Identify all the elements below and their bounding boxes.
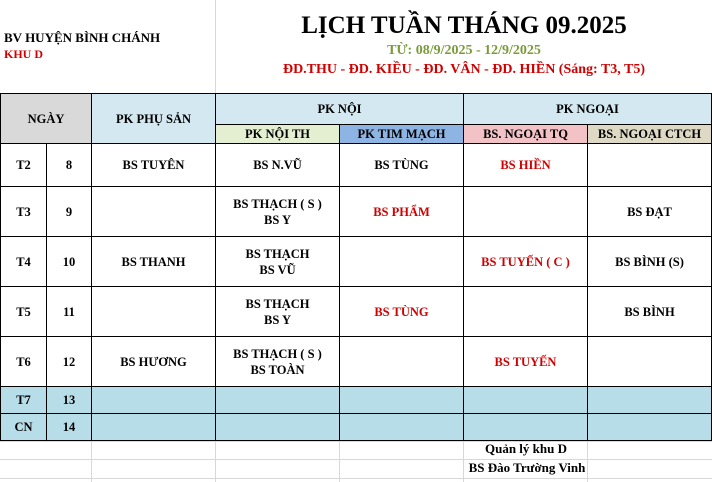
table-row (1, 387, 712, 414)
date-cell: 11 (47, 287, 92, 337)
header-day: NGÀY (1, 94, 92, 144)
day-cell: T5 (1, 287, 47, 337)
table-row (1, 287, 712, 337)
day-cell: T3 (1, 187, 47, 237)
area-label: KHU D (4, 47, 43, 61)
header-ngoai-tq: BS. NGOẠI TQ (464, 125, 588, 144)
phu-san-cell (92, 287, 216, 337)
date-cell: 10 (47, 237, 92, 287)
empty-cell (588, 387, 712, 414)
tim-mach-cell: BS TÙNG (340, 287, 464, 337)
table-row (1, 144, 712, 187)
table-row (1, 237, 712, 287)
noi-th-cell (216, 287, 340, 337)
empty-cell (340, 414, 464, 441)
table-row (1, 187, 712, 237)
date-cell: 14 (47, 414, 92, 441)
gridline (0, 441, 712, 442)
empty-cell (464, 414, 588, 441)
ngoai-tq-cell: BS TUYẾN ( C ) (464, 237, 588, 287)
doctor-name: BS Y (264, 312, 291, 327)
doctor-name: BS Y (264, 212, 291, 227)
gridline (0, 478, 712, 479)
empty-cell (92, 387, 216, 414)
doctor-name: BS N.VŨ (253, 158, 302, 172)
noi-th-cell (216, 144, 340, 187)
gridline (339, 441, 340, 482)
doctor-name: BS THẠCH (245, 296, 310, 311)
empty-cell (92, 414, 216, 441)
day-cell: T7 (1, 387, 47, 414)
phu-san-cell: BS THANH (92, 237, 216, 287)
day-cell: T4 (1, 237, 47, 287)
header-phu-san: PK PHỤ SẢN (92, 94, 216, 144)
empty-cell (340, 387, 464, 414)
ngoai-ctch-cell: BS BÌNH (S) (588, 237, 712, 287)
date-cell: 8 (47, 144, 92, 187)
page-title: LỊCH TUẦN THÁNG 09.2025 (301, 12, 627, 39)
ngoai-tq-cell: BS TUYẾN (464, 337, 588, 387)
phu-san-cell: BS TUYÊN (92, 144, 216, 187)
nurse-list: ĐD.THU - ĐD. KIỀU - ĐD. VÂN - ĐD. HIỀN (Sáng: T3, T5) (282, 62, 646, 77)
ngoai-ctch-cell: BS BÌNH (588, 287, 712, 337)
date-cell: 13 (47, 387, 92, 414)
gridline (215, 441, 216, 482)
tim-mach-cell: BS PHẨM (340, 187, 464, 237)
date-cell: 12 (47, 337, 92, 387)
ngoai-tq-cell: BS HIỀN (464, 144, 588, 187)
phu-san-cell: BS HƯƠNG (92, 337, 216, 387)
signature-name: BS Đào Trường Vinh (468, 460, 586, 475)
day-cell: CN (1, 414, 47, 441)
empty-cell (588, 414, 712, 441)
table-row (1, 337, 712, 387)
empty-cell (216, 387, 340, 414)
header-tim-mach: PK TIM MẠCH (340, 125, 464, 144)
date-cell: 9 (47, 187, 92, 237)
ngoai-ctch-cell (588, 337, 712, 387)
noi-th-cell (216, 187, 340, 237)
empty-cell (216, 414, 340, 441)
table-row (1, 414, 712, 441)
doctor-name: BS THẠCH (245, 246, 310, 261)
tim-mach-cell: BS TÙNG (340, 144, 464, 187)
ngoai-ctch-cell (588, 144, 712, 187)
ngoai-ctch-cell: BS ĐẠT (588, 187, 712, 237)
noi-th-cell (216, 237, 340, 287)
header-pk-ngoai: PK NGOẠI (464, 94, 712, 125)
day-cell: T2 (1, 144, 47, 187)
header-ngoai-ctch: BS. NGOẠI CTCH (588, 125, 712, 144)
hospital-name: BV HUYỆN BÌNH CHÁNH (4, 30, 161, 45)
tim-mach-cell (340, 337, 464, 387)
tim-mach-cell (340, 237, 464, 287)
gridline (91, 441, 92, 482)
doctor-name: BS VŨ (259, 262, 296, 277)
header-noi-th: PK NỘI TH (216, 125, 340, 144)
phu-san-cell (92, 187, 216, 237)
signature-role: Quản lý khu D (484, 441, 567, 456)
day-cell: T6 (1, 337, 47, 387)
schedule-table (0, 93, 712, 441)
doctor-name: BS THẠCH ( S ) (233, 346, 322, 361)
ngoai-tq-cell (464, 287, 588, 337)
doctor-name: BS TOÀN (250, 362, 305, 377)
doctor-name: BS THẠCH ( S ) (233, 196, 322, 211)
noi-th-cell (216, 337, 340, 387)
ngoai-tq-cell (464, 187, 588, 237)
date-range: TỪ: 08/9/2025 - 12/9/2025 (387, 43, 541, 58)
empty-cell (464, 387, 588, 414)
header-pk-noi: PK NỘI (216, 94, 464, 125)
